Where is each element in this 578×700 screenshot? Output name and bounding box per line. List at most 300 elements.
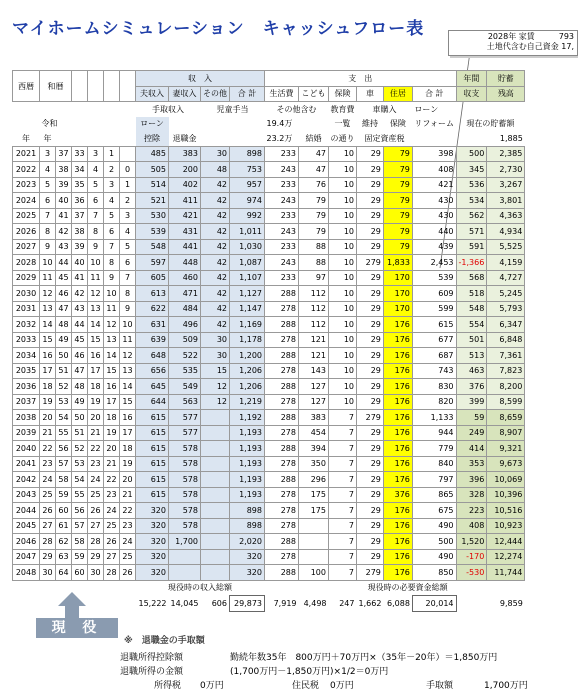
header-jukyo: 住居 xyxy=(383,86,412,102)
table-cell: 609 xyxy=(412,286,456,302)
table-cell: 8 xyxy=(104,255,120,271)
table-cell: 22 xyxy=(88,441,104,457)
table-cell: 29 xyxy=(357,286,384,302)
table-cell: 23 xyxy=(40,456,56,472)
table-cell: 279 xyxy=(357,410,384,426)
table-cell: 223 xyxy=(456,503,487,519)
table-row xyxy=(13,177,529,193)
callout-line-1: 2028年 家賃 793 xyxy=(487,32,574,41)
table-cell: 10 xyxy=(329,146,357,162)
table-cell: 29 xyxy=(357,503,384,519)
table-cell: 17 xyxy=(88,363,104,379)
totals-out-label: 現役時の必要資金総額 xyxy=(367,583,448,593)
table-cell: 562 xyxy=(456,208,487,224)
table-cell: 27 xyxy=(40,518,56,534)
table-cell: 29 xyxy=(357,301,384,317)
table-cell: 35 xyxy=(72,177,88,193)
table-cell: 548 xyxy=(136,239,169,255)
table-cell: 13 xyxy=(88,301,104,317)
table-cell: 170 xyxy=(383,301,412,317)
table-cell: 1 xyxy=(120,177,136,193)
table-cell: 500 xyxy=(412,534,456,550)
table-cell: 43 xyxy=(72,301,88,317)
table-cell: 26 xyxy=(104,534,120,550)
header-otto: 夫収入 xyxy=(136,86,169,102)
table-cell: 639 xyxy=(136,332,169,348)
table-cell: 2048 xyxy=(13,565,40,581)
table-cell: 176 xyxy=(383,332,412,348)
table-cell: 14 xyxy=(104,348,120,364)
table-cell: 37 xyxy=(56,146,72,162)
table-cell: 176 xyxy=(383,503,412,519)
table-cell: 2037 xyxy=(13,394,40,410)
table-cell: 19 xyxy=(40,394,56,410)
table-cell: 42 xyxy=(201,224,230,240)
table-cell: 501 xyxy=(456,332,487,348)
table-cell: 10 xyxy=(120,317,136,333)
table-cell: 10 xyxy=(329,193,357,209)
table-cell: 44 xyxy=(56,255,72,271)
table-cell: 296 xyxy=(299,472,329,488)
table-cell: 9,321 xyxy=(487,441,525,457)
table-cell: 42 xyxy=(56,224,72,240)
table-cell: 53 xyxy=(72,456,88,472)
table-cell: 10 xyxy=(329,394,357,410)
table-cell: 79 xyxy=(383,193,412,209)
table-cell: -170 xyxy=(456,549,487,565)
table-cell: 58 xyxy=(56,472,72,488)
table-cell: 26 xyxy=(120,565,136,581)
table-cell: 42 xyxy=(201,301,230,317)
table-cell: 3 xyxy=(120,208,136,224)
table-cell: 605 xyxy=(136,270,169,286)
table-cell: 2 xyxy=(104,162,120,178)
table-cell: 496 xyxy=(169,317,201,333)
table-cell: 440 xyxy=(412,224,456,240)
table-cell xyxy=(201,565,230,581)
table-cell: 648 xyxy=(136,348,169,364)
table-cell: 398 xyxy=(412,146,456,162)
table-row xyxy=(13,565,529,581)
total-kuruma: 1,662 xyxy=(358,598,382,608)
label-hoken2: 保険 xyxy=(389,119,406,129)
table-cell: 12 xyxy=(40,286,56,302)
total-kodomo: 4,498 xyxy=(303,598,327,608)
table-cell: 1,192 xyxy=(230,410,265,426)
table-cell: 28 xyxy=(40,534,56,550)
table-row xyxy=(13,332,529,348)
table-cell: 79 xyxy=(383,224,412,240)
table-cell: 42 xyxy=(201,286,230,302)
table-cell: 11 xyxy=(120,332,136,348)
table-cell: 753 xyxy=(230,162,265,178)
table-cell: 48 xyxy=(72,379,88,395)
table-cell: 279 xyxy=(357,255,384,271)
table-cell: 176 xyxy=(383,441,412,457)
table-cell: 2041 xyxy=(13,456,40,472)
table-cell: 11,744 xyxy=(487,565,525,581)
table-row xyxy=(13,410,529,426)
table-cell: 38 xyxy=(56,162,72,178)
table-cell: 176 xyxy=(383,379,412,395)
table-row xyxy=(13,425,529,441)
table-cell: 4 xyxy=(88,162,104,178)
table-cell: 509 xyxy=(169,332,201,348)
table-cell: 52 xyxy=(72,441,88,457)
header-row-4 xyxy=(13,117,529,132)
table-cell xyxy=(201,425,230,441)
table-cell: -530 xyxy=(456,565,487,581)
table-cell: 288 xyxy=(265,565,299,581)
table-cell: 490 xyxy=(412,549,456,565)
header-kuruma: 車 xyxy=(357,86,384,102)
table-cell: 29 xyxy=(357,441,384,457)
table-cell: 534 xyxy=(456,193,487,209)
table-cell: 6 xyxy=(104,224,120,240)
table-cell: 41 xyxy=(56,208,72,224)
table-cell: 2028 xyxy=(13,255,40,271)
table-cell: 2038 xyxy=(13,410,40,426)
table-cell: 645 xyxy=(136,379,169,395)
table-cell: 11 xyxy=(40,270,56,286)
table-cell: 29 xyxy=(357,379,384,395)
genyaku-badge: 現 役 xyxy=(36,618,118,638)
table-cell: 578 xyxy=(169,518,201,534)
table-row xyxy=(13,518,529,534)
table-cell: 278 xyxy=(265,301,299,317)
table-cell: 536 xyxy=(456,177,487,193)
table-cell: 176 xyxy=(383,317,412,333)
table-cell: 243 xyxy=(265,255,299,271)
table-cell: 46 xyxy=(72,348,88,364)
table-cell: 42 xyxy=(201,193,230,209)
table-cell: 2042 xyxy=(13,472,40,488)
table-cell: 10 xyxy=(329,301,357,317)
table-cell: 29 xyxy=(357,317,384,333)
table-cell: 1,147 xyxy=(230,301,265,317)
table-cell: 15 xyxy=(40,332,56,348)
table-cell: 27 xyxy=(88,518,104,534)
table-cell: 47 xyxy=(72,363,88,379)
table-cell: 421 xyxy=(412,177,456,193)
table-cell: 29 xyxy=(40,549,56,565)
table-cell: 10 xyxy=(329,239,357,255)
table-cell: 1,193 xyxy=(230,487,265,503)
callout-line-2: 土地代含む自己資金 17, xyxy=(486,42,574,51)
table-cell: 518 xyxy=(456,286,487,302)
table-cell: 320 xyxy=(136,518,169,534)
table-cell: 394 xyxy=(299,441,329,457)
table-cell: 25 xyxy=(120,549,136,565)
table-cell: 577 xyxy=(169,425,201,441)
table-cell: 9 xyxy=(88,239,104,255)
table-cell: 79 xyxy=(383,162,412,178)
table-cell: 7 xyxy=(329,456,357,472)
table-cell: 29 xyxy=(357,146,384,162)
table-cell: 1,206 xyxy=(230,379,265,395)
note-shotokuzei-value: 0万円 xyxy=(200,681,224,691)
table-cell: 30 xyxy=(88,565,104,581)
table-cell: 514 xyxy=(136,177,169,193)
table-cell: 50 xyxy=(56,348,72,364)
table-cell: 55 xyxy=(72,487,88,503)
table-cell: 850 xyxy=(412,565,456,581)
table-cell: 2036 xyxy=(13,379,40,395)
table-cell: 170 xyxy=(383,270,412,286)
page-title: マイホームシミュレーション キャッシュフロー表 xyxy=(12,19,425,39)
table-cell: 7 xyxy=(329,472,357,488)
table-cell: 1,206 xyxy=(230,363,265,379)
note-shotokuzei-label: 所得税 xyxy=(154,681,182,691)
table-cell: 500 xyxy=(456,146,487,162)
table-cell: 460 xyxy=(169,270,201,286)
table-cell: 176 xyxy=(383,348,412,364)
table-cell: 677 xyxy=(412,332,456,348)
table-cell: 320 xyxy=(136,549,169,565)
table-cell: 1,127 xyxy=(230,286,265,302)
table-cell: 29 xyxy=(357,177,384,193)
label-kotei: 固定資産税 xyxy=(364,133,405,143)
table-cell: 10,923 xyxy=(487,518,525,534)
table-cell: 20 xyxy=(120,472,136,488)
table-cell: 1,520 xyxy=(456,534,487,550)
table-cell: 441 xyxy=(169,239,201,255)
table-cell: 63 xyxy=(56,549,72,565)
table-cell: 6,347 xyxy=(487,317,525,333)
table-cell: 3 xyxy=(88,146,104,162)
table-cell: 431 xyxy=(169,224,201,240)
table-cell: 20 xyxy=(88,410,104,426)
table-cell: 7 xyxy=(40,208,56,224)
table-cell: 21 xyxy=(120,487,136,503)
table-cell: 15 xyxy=(104,363,120,379)
table-cell: 2,453 xyxy=(412,255,456,271)
table-cell: 51 xyxy=(72,425,88,441)
table-cell: 18 xyxy=(104,410,120,426)
table-cell: 17 xyxy=(120,425,136,441)
table-cell: 1,219 xyxy=(230,394,265,410)
table-cell: 59 xyxy=(456,410,487,426)
table-cell: 58 xyxy=(72,534,88,550)
header-nenkan: 年間 xyxy=(456,71,487,87)
table-cell: 176 xyxy=(383,425,412,441)
label-nen2: 年 xyxy=(43,133,52,143)
table-cell: 29 xyxy=(357,224,384,240)
table-cell: 2 xyxy=(120,193,136,209)
table-cell: 12 xyxy=(120,348,136,364)
table-cell: 402 xyxy=(169,177,201,193)
table-cell: 7 xyxy=(329,410,357,426)
label-nen: 年 xyxy=(22,133,30,143)
totals-in-label: 現役時の収入総額 xyxy=(168,583,232,593)
table-cell: 7 xyxy=(329,503,357,519)
table-cell: 112 xyxy=(299,286,329,302)
table-cell: 39 xyxy=(56,177,72,193)
table-cell: 408 xyxy=(412,162,456,178)
table-cell xyxy=(201,487,230,503)
label-194: 19.4万 xyxy=(266,119,293,129)
table-cell: 5 xyxy=(120,239,136,255)
table-cell: 49 xyxy=(72,394,88,410)
total-sonota: 606 xyxy=(211,598,227,608)
table-cell: 615 xyxy=(412,317,456,333)
table-cell: 656 xyxy=(136,363,169,379)
table-cell: 8,200 xyxy=(487,379,525,395)
table-cell: 18 xyxy=(120,441,136,457)
table-cell: 10,069 xyxy=(487,472,525,488)
table-cell: 28 xyxy=(88,534,104,550)
label-taishoku: 退職金 xyxy=(172,133,197,143)
cashflow-table xyxy=(12,70,529,612)
header-zandaka: 残高 xyxy=(487,86,525,102)
table-cell: 278 xyxy=(265,503,299,519)
table-cell: 2029 xyxy=(13,270,40,286)
table-cell: 64 xyxy=(56,565,72,581)
table-cell: 29 xyxy=(357,534,384,550)
table-cell: 29 xyxy=(357,394,384,410)
table-cell: 47 xyxy=(299,162,329,178)
label-jido: 児童手当 xyxy=(216,104,249,114)
table-cell: 175 xyxy=(299,503,329,519)
table-row xyxy=(13,239,529,255)
table-cell: 2,730 xyxy=(487,162,525,178)
totals-row xyxy=(13,596,529,612)
table-cell xyxy=(201,472,230,488)
note-koujo-value: 勤続年数35年 800万円＋70万円×（35年－20年）＝1,850万円 xyxy=(230,653,498,663)
table-cell: 57 xyxy=(56,456,72,472)
table-cell: 9 xyxy=(104,270,120,286)
table-cell: 12 xyxy=(88,286,104,302)
table-cell: 4,159 xyxy=(487,255,525,271)
table-cell: 1,193 xyxy=(230,456,265,472)
table-cell: 3,267 xyxy=(487,177,525,193)
table-cell: 55 xyxy=(56,425,72,441)
table-cell: 233 xyxy=(265,177,299,193)
table-cell: 539 xyxy=(136,224,169,240)
table-cell: 3 xyxy=(40,146,56,162)
table-cell: 376 xyxy=(383,487,412,503)
table-cell: 2043 xyxy=(13,487,40,503)
table-cell: 7,361 xyxy=(487,348,525,364)
table-cell: 2022 xyxy=(13,162,40,178)
table-cell: 578 xyxy=(169,441,201,457)
total-shushi: 9,859 xyxy=(499,598,523,608)
table-cell: 2039 xyxy=(13,425,40,441)
table-cell: 45 xyxy=(72,332,88,348)
table-cell: 1,030 xyxy=(230,239,265,255)
table-cell: 176 xyxy=(383,565,412,581)
table-cell: 10 xyxy=(329,177,357,193)
header-kodomo: こども xyxy=(299,86,329,102)
table-cell: 59 xyxy=(56,487,72,503)
table-cell: 779 xyxy=(412,441,456,457)
table-cell: 176 xyxy=(383,410,412,426)
table-cell: 1,700 xyxy=(169,534,201,550)
table-cell: 54 xyxy=(72,472,88,488)
table-cell: 200 xyxy=(169,162,201,178)
label-kyoiku: 教育費 xyxy=(330,104,355,114)
table-cell: 8,659 xyxy=(487,410,525,426)
table-cell: 4 xyxy=(40,162,56,178)
table-cell: 7 xyxy=(329,425,357,441)
table-cell: 19 xyxy=(120,456,136,472)
table-cell: 29 xyxy=(357,487,384,503)
table-cell: 1 xyxy=(104,146,120,162)
table-cell: 24 xyxy=(40,472,56,488)
table-cell: 7 xyxy=(329,549,357,565)
table-cell: 243 xyxy=(265,224,299,240)
table-cell: 505 xyxy=(136,162,169,178)
table-cell: 59 xyxy=(72,549,88,565)
up-arrow-icon xyxy=(58,592,86,606)
table-row xyxy=(13,348,529,364)
table-cell: 563 xyxy=(169,394,201,410)
table-cell: 21 xyxy=(40,425,56,441)
table-cell: 7 xyxy=(104,239,120,255)
table-cell: 12,444 xyxy=(487,534,525,550)
table-cell: 53 xyxy=(56,394,72,410)
label-loan: ローン xyxy=(414,104,439,114)
table-cell: 2,385 xyxy=(487,146,525,162)
note-shotoku-value: (1,700万円－1,850万円)×1/2＝0万円 xyxy=(230,667,389,677)
header-gokei: 合 計 xyxy=(230,86,265,102)
table-cell: 41 xyxy=(72,270,88,286)
table-cell: 10 xyxy=(329,224,357,240)
table-cell: 233 xyxy=(265,270,299,286)
table-cell: 79 xyxy=(383,208,412,224)
table-cell: 16 xyxy=(40,348,56,364)
table-cell: 79 xyxy=(299,208,329,224)
header-expense: 支 出 xyxy=(265,71,457,87)
table-cell: 10 xyxy=(329,162,357,178)
table-cell: 578 xyxy=(169,472,201,488)
table-cell: 33 xyxy=(72,146,88,162)
table-cell: 28 xyxy=(104,565,120,581)
label-1885: 1,885 xyxy=(499,133,523,143)
header-row-5 xyxy=(13,131,529,146)
table-cell: 43 xyxy=(56,239,72,255)
table-row xyxy=(13,317,529,333)
table-cell: 414 xyxy=(456,441,487,457)
table-cell: 288 xyxy=(265,317,299,333)
table-cell: 687 xyxy=(412,348,456,364)
table-cell: 29 xyxy=(357,363,384,379)
table-row xyxy=(13,270,529,286)
table-cell: 88 xyxy=(299,255,329,271)
table-cell xyxy=(299,518,329,534)
table-cell xyxy=(120,146,136,162)
table-cell: -1,366 xyxy=(456,255,487,271)
table-cell: 14 xyxy=(88,317,104,333)
table-cell: 76 xyxy=(299,177,329,193)
table-cell: 430 xyxy=(412,193,456,209)
table-cell: 522 xyxy=(169,348,201,364)
table-cell: 16 xyxy=(88,348,104,364)
total-gokei: 29,873 xyxy=(230,596,265,612)
table-cell: 320 xyxy=(136,503,169,519)
table-cell: 454 xyxy=(299,425,329,441)
table-cell: 29 xyxy=(357,472,384,488)
header-tsuma: 妻収入 xyxy=(169,86,201,102)
table-cell: 23 xyxy=(120,518,136,534)
table-cell: 26 xyxy=(88,503,104,519)
table-cell: 7 xyxy=(88,208,104,224)
table-cell: 12 xyxy=(201,394,230,410)
table-cell: 18 xyxy=(40,379,56,395)
table-cell: 6,848 xyxy=(487,332,525,348)
table-cell: 40 xyxy=(56,193,72,209)
table-cell: 278 xyxy=(265,487,299,503)
